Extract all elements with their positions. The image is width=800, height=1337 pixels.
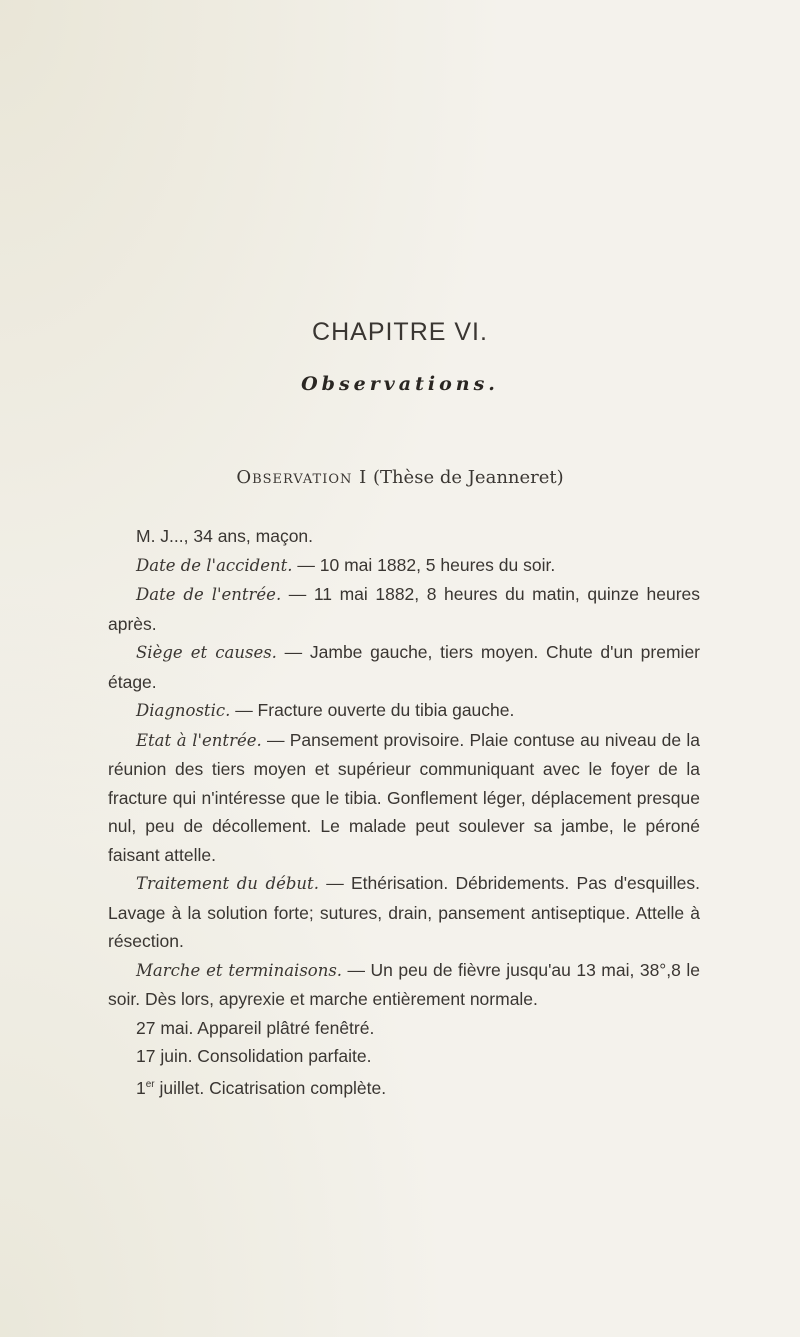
entry-1-juillet-superscript: er (145, 1078, 155, 1090)
diagnostic-text: — Fracture ouverte du tibia gauche. (230, 700, 515, 720)
etat-paragraph (108, 726, 700, 870)
etat-text: — Pansement provisoire. Plaie contuse au niveau de la réunion des tiers moyen et supérieur communiquant avec le foyer de la fracture qui n'intéresse que le tibia. Gonflement léger, déplacement presque nul, peu de décollement. Le malade peut soulever sa jambe, le péroné faisant attelle. (108, 729, 700, 865)
marche-label: Marche et terminaisons. (136, 960, 343, 980)
observation-heading-label: Observation I (236, 467, 368, 488)
marche-paragraph (108, 956, 700, 1014)
entry-1-juillet (108, 1071, 700, 1102)
diagnostic-paragraph (108, 696, 700, 726)
observation-heading-source: (Thèse de Jeanneret) (372, 467, 564, 488)
traitement-text: — Ethérisation. Débridements. Pas d'esquilles. Lavage à la solution forte; sutures, drain, pansement antiseptique. Attelle à résection. (108, 873, 700, 951)
date-accident-label: Date de l'accident. (136, 555, 293, 575)
entry-1-juillet-day: 1 (136, 1077, 146, 1098)
date-entree-label: Date de l'entrée. (136, 585, 282, 604)
entry-1-juillet-text: juillet. Cicatrisation complète. (154, 1077, 387, 1098)
etat-label: Etat à l'entrée. (136, 730, 262, 750)
diagnostic-label: Diagnostic. (136, 701, 231, 720)
siege-label: Siège et causes. (136, 643, 277, 662)
date-accident-paragraph (108, 551, 700, 581)
patient-line: M. J..., 34 ans, maçon. (136, 526, 314, 546)
observation-body (108, 522, 700, 1102)
entry-17-juin: 17 juin. Consolidation parfaite. (136, 1046, 372, 1066)
siege-paragraph (108, 638, 700, 696)
section-title: Observations. (301, 373, 499, 395)
date-entree-paragraph (108, 580, 700, 638)
date-entree-text: — 11 mai 1882, 8 heures du matin, quinze heures après. (108, 584, 701, 634)
entry-27-mai: 27 mai. Appareil plâtré fenêtré. (136, 1017, 375, 1038)
observation-heading (0, 467, 800, 488)
siege-text: — Jambe gauche, tiers moyen. Chute d'un premier étage. (108, 642, 701, 692)
date-accident-text: — 10 mai 1882, 5 heures du soir. (292, 554, 556, 575)
traitement-paragraph (108, 869, 700, 956)
marche-text: — Un peu de fièvre jusqu'au 13 mai, 38°,8 le soir. Dès lors, apyrexie et marche entièrement normale. (108, 959, 701, 1009)
traitement-label: Traitement du début. (136, 874, 319, 893)
chapter-title: CHAPITRE VI. (312, 318, 488, 346)
